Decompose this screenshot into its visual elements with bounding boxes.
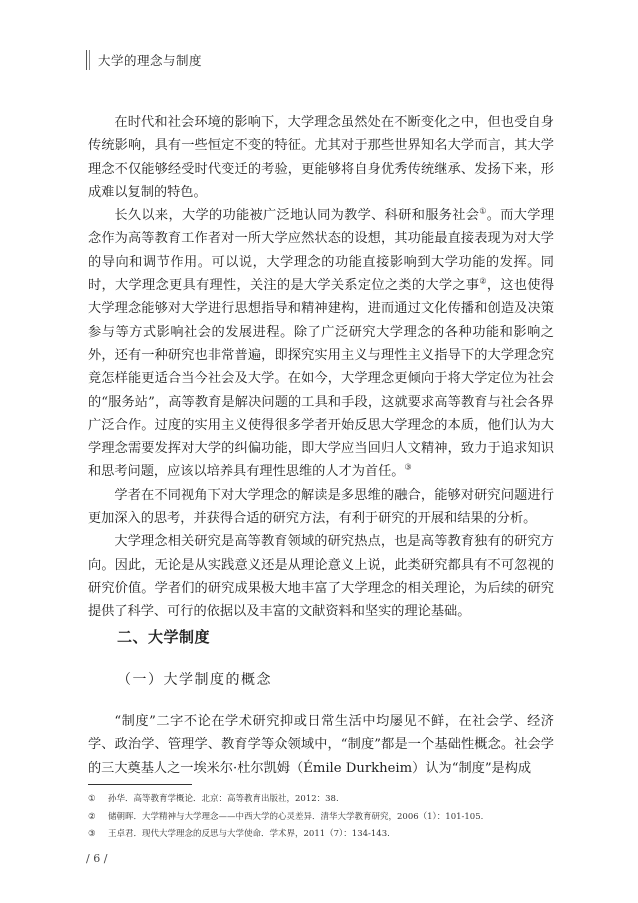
- section-1-body: [88, 111, 554, 624]
- paragraph-5: “制度”二字不论在学术研究抑或日常生活中均屡见不鲜，在社会学、经济学、政治学、管理学、教育学等众领域中，“制度”都是一个基础性概念。社会学的三大奠基人之一埃米尔·杜尔凯姆（Émile Durkheim）认为“制度”是构成: [88, 714, 554, 776]
- section-heading: 二、大学制度: [117, 628, 211, 646]
- footnote-ref-1: ①: [479, 206, 487, 216]
- footnote-2-number: ②: [88, 811, 96, 822]
- paragraph-4: 大学理念相关研究是高等教育领域的研究热点，也是高等教育独有的研究方向。因此，无论是从实践意义还是从理论意义上说，此类研究都具有不可忽视的研究价值。学者们的研究成果极大地丰富了大学理念的相关理论，为后续的研究提供了科学、可行的依据以及丰富的文献资料和坚实的理论基础。: [88, 534, 554, 620]
- paragraph-2: [88, 204, 554, 484]
- footnote-separator: [88, 784, 192, 785]
- header-rule-inner: [89, 50, 90, 70]
- footnote-ref-2: ②: [479, 276, 487, 286]
- footnote-3-number: ③: [88, 829, 96, 839]
- subsection-heading: （一）大学制度的概念: [117, 672, 272, 688]
- paragraph-2-part-2: 。而大学理念作为高等教育工作者对一所大学应然状态的设想，其功能最直接表现为对大学的导向和调节作用。可以说，大学理念的功能直接影响到大学功能的发挥。同时，大学理念更具有理性，关注的是大学关系定位之类的大学之事: [88, 208, 555, 294]
- footnote-1-number: ①: [88, 794, 96, 804]
- footnote-1: [88, 791, 568, 809]
- footnote-1-text: 孙华．高等教育学概论．北京：高等教育出版社，2012：38.: [108, 794, 339, 804]
- section-2-body: [88, 710, 554, 780]
- header-title: 大学的理念与制度: [98, 53, 203, 68]
- footnote-2-text: 储朝晖．大学精神与大学理念——中西大学的心灵差异．清华大学教育研究，2006（1）：101-105.: [108, 811, 484, 822]
- running-header: [86, 48, 202, 72]
- header-rule-outer: [86, 50, 87, 70]
- footnote-3-text: 王卓君．现代大学理念的反思与大学使命．学术界，2011（7）：134-143.: [108, 829, 390, 839]
- paragraph-3: 学者在不同视角下对大学理念的解读是多思维的融合，能够对研究问题进行更加深入的思考，并获得合适的研究方法，有利于研究的开展和结果的分析。: [88, 487, 554, 527]
- paragraph-2-part-1: 长久以来，大学的功能被广泛地认同为教学、科研和服务社会: [114, 208, 480, 224]
- footnote-3: [88, 826, 568, 844]
- footnote-ref-3: ③: [404, 463, 412, 473]
- paragraph-1: 在时代和社会环境的影响下，大学理念虽然处在不断变化之中，但也受自身传统影响，具有一些恒定不变的特征。尤其对于那些世界知名大学而言，其大学理念不仅能够经受时代变迁的考验，更能够将自身优秀传统继承、发扬下来，形成难以复制的特色。: [88, 115, 554, 200]
- footnote-2: [88, 809, 568, 827]
- paragraph-2-part-3: ，这也使得大学理念能够对大学进行思想指导和精神建构，进而通过文化传播和创造及决策参与等方式影响社会的发展进程。除了广泛研究大学理念的各种功能和影响之外，还有一种研究也非常普遍，即探究实用主义与理性主义指导下的大学理念究竟怎样能更适合当今社会及大学。在如今，大学理念更倾向于将大学定位为社会的“服务站”，高等教育是解决问题的工具和手段，这就要求高等教育与社会各界广泛合作。过度的实用主义使得很多学者开始反思大学理念的本质，他们认为大学理念需要发挥对大学的纠偏功能，即大学应当回归人文精神，致力于追求知识和思考问题，应该以培养具有理性思维的人才为首任。: [88, 278, 555, 480]
- page-number: / 6 /: [86, 852, 108, 865]
- footnotes: [88, 791, 568, 844]
